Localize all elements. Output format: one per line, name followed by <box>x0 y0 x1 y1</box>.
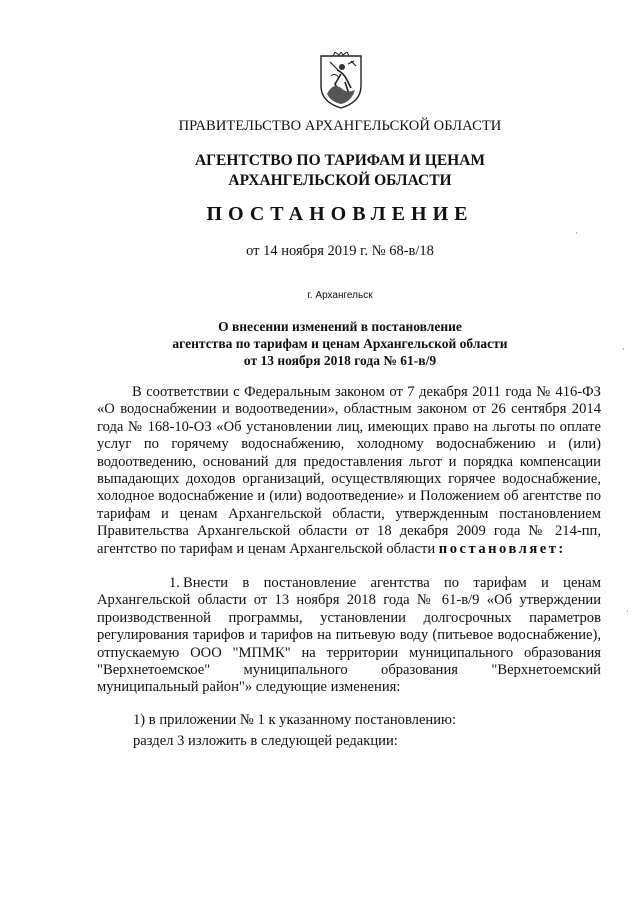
item-1-paragraph <box>97 575 601 697</box>
section-line: раздел 3 изложить в следующей редакции: <box>133 733 398 749</box>
scan-speck: · <box>622 344 625 354</box>
agency-name-line-1: АГЕНТСТВО ПО ТАРИФАМ И ЦЕНАМ <box>194 152 486 169</box>
preamble-text: В соответствии с Федеральным законом от 7 декабря 2011 года № 416-ФЗ «О водоснабжении и водоотведении», областным законом от 26 сентября 2014 года № 168-10-ОЗ «Об установлении лиц, имеющих право на льготы по оплате услуг по горячему водоснабжению, холодному водоснабжению и (или) водоотведению, оснований для предоставления льгот и порядка компенсации выпадающих доходов организаций, осуществляющих горячее водоснабжение, холодное водоснабжение и (или) водоотведение» и Положением об агентстве по тарифам и ценам Архангельской области, утвержденным постановлением Правительства Архангельской области от 18 декабря 2009 года № 214-пп, агентство по тарифам и ценам Архангельской области <box>97 384 601 557</box>
resolve-word: постановляет: <box>438 540 566 557</box>
scan-speck: · <box>626 606 629 616</box>
document-type: ПОСТАНОВЛЕНИЕ <box>206 203 474 225</box>
title-line-2: агентства по тарифам и ценам Архангельской области <box>172 336 508 351</box>
coat-of-arms-emblem <box>317 52 365 110</box>
government-name: ПРАВИТЕЛЬСТВО АРХАНГЕЛЬСКОЙ ОБЛАСТИ <box>178 118 502 134</box>
document-title <box>0 318 640 369</box>
item-1-number: 1. <box>169 575 180 591</box>
document-date-number: от 14 ноября 2019 г. № 68-в/18 <box>246 243 434 259</box>
agency-name-line-2: АРХАНГЕЛЬСКОЙ ОБЛАСТИ <box>228 172 452 189</box>
appendix-line: 1) в приложении № 1 к указанному постановлению: <box>133 712 457 728</box>
document-city: г. Архангельск <box>307 290 373 301</box>
preamble-paragraph <box>97 384 601 558</box>
title-line-3: от 13 ноября 2018 года № 61-в/9 <box>243 353 437 368</box>
title-line-1: О внесении изменений в постановление <box>218 319 462 334</box>
item-1-text: Внести в постановление агентства по тарифам и ценам Архангельской области от 13 ноября 2018 года № 61-в/9 «Об утверждении производственной программы, установлении долгосрочных параметров регулирования тарифов и тарифов на питьевую воду (питьевое водоснабжение), отпускаемую ООО "МПМК" на территории муниципального образования "Верхнетоемское" муниципального образования "Верхнетоемский муниципальный район"» следующие изменения: <box>97 575 601 696</box>
agency-name <box>0 151 640 191</box>
scan-speck: · <box>575 228 578 238</box>
